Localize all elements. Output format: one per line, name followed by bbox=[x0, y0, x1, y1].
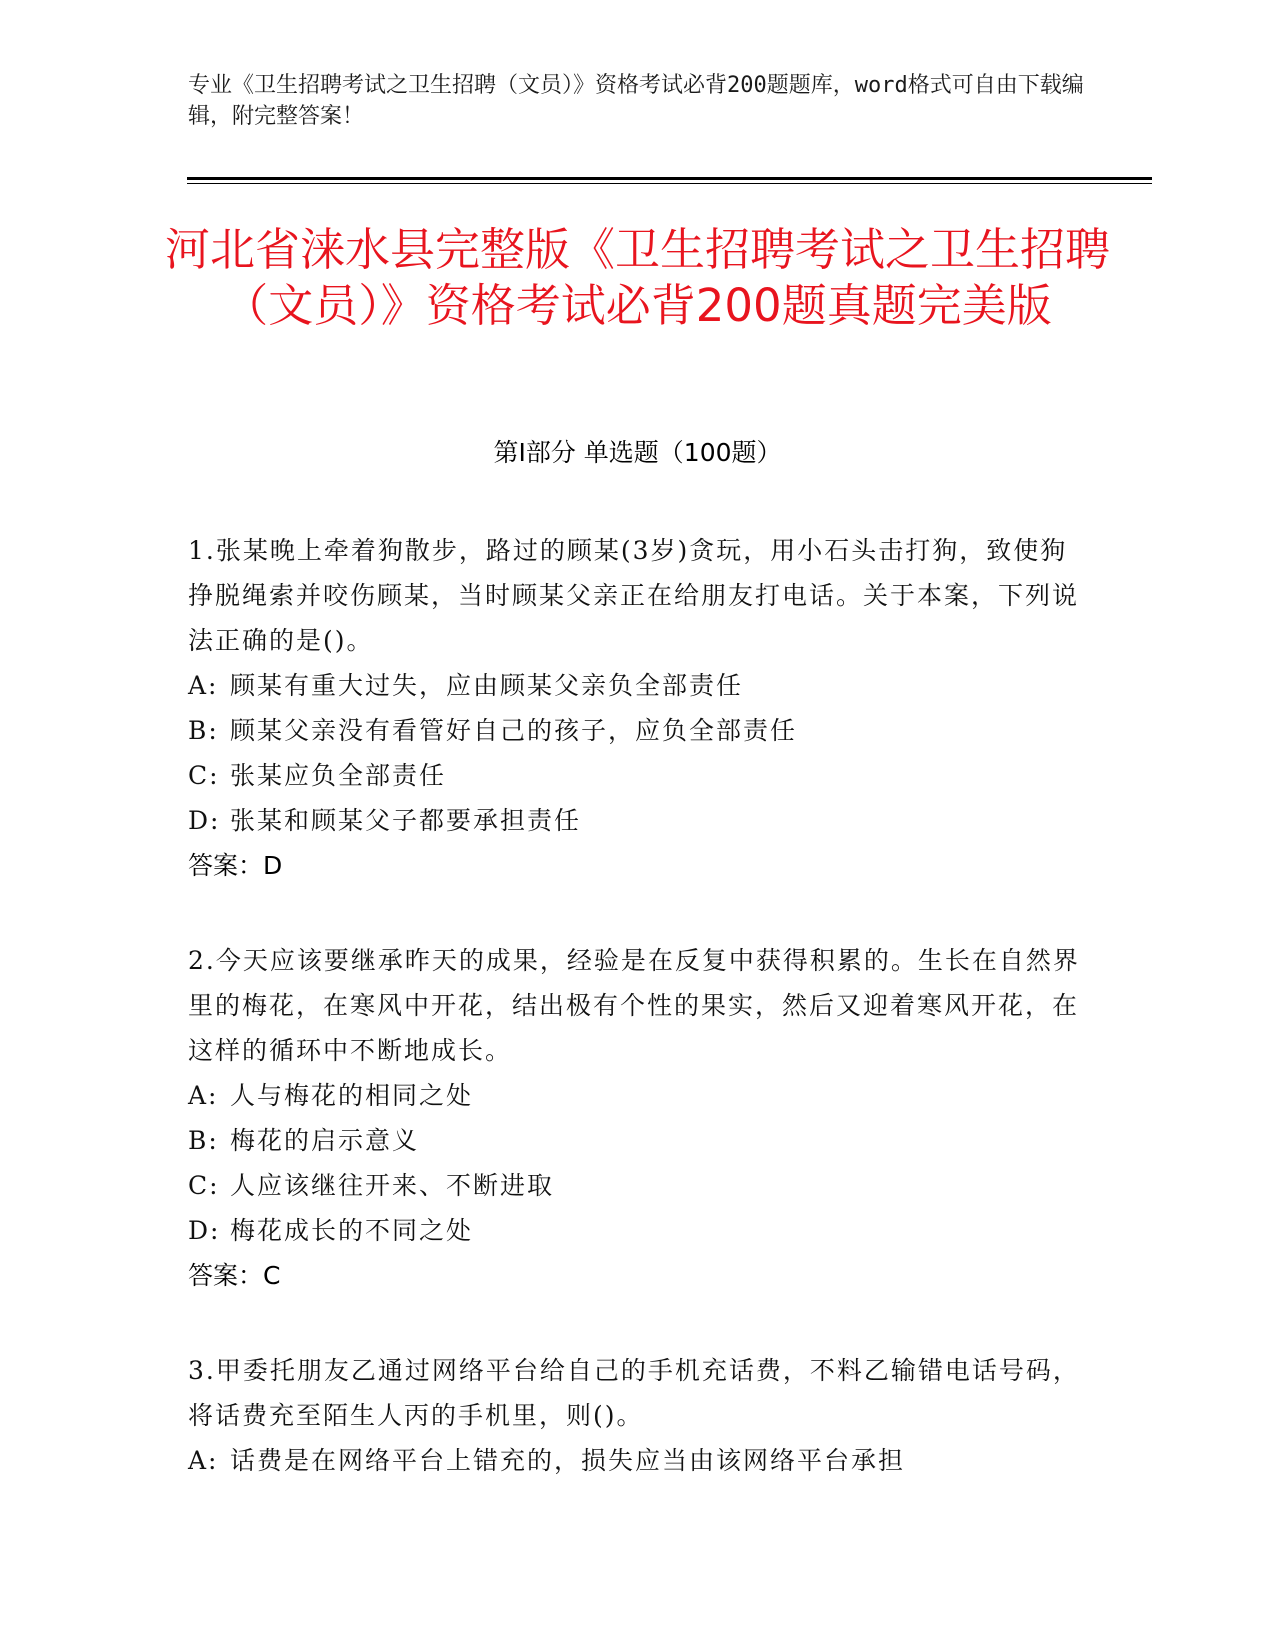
question-1 bbox=[188, 528, 1088, 888]
option-d bbox=[188, 798, 1088, 843]
option-text: 张某应负全部责任 bbox=[230, 761, 447, 790]
question-text: 3.甲委托朋友乙通过网络平台给自己的手机充话费，不料乙输错电话号码，将话费充至陌生人丙的手机里，则()。 bbox=[188, 1356, 1080, 1430]
option-text: 梅花的启示意义 bbox=[230, 1126, 420, 1155]
option-text: 人应该继往开来、不断进取 bbox=[230, 1171, 555, 1200]
option-c bbox=[188, 1163, 1088, 1208]
option-text: 话费是在网络平台上错充的，损失应当由该网络平台承担 bbox=[230, 1446, 906, 1475]
option-text: 顾某有重大过失，应由顾某父亲负全部责任 bbox=[230, 671, 744, 700]
option-text: 顾某父亲没有看管好自己的孩子，应负全部责任 bbox=[230, 716, 798, 745]
question-list bbox=[188, 528, 1088, 1533]
header-note: 专业《卫生招聘考试之卫生招聘（文员）》资格考试必背200题题库，word格式可自由下载编辑，附完整答案！ bbox=[188, 73, 1084, 129]
option-a bbox=[188, 1073, 1088, 1118]
question-text: 2.今天应该要继承昨天的成果，经验是在反复中获得积累的。生长在自然界里的梅花，在寒风中开花，结出极有个性的果实，然后又迎着寒风开花，在这样的循环中不断地成长。 bbox=[188, 946, 1080, 1065]
document-title: 河北省涞水县完整版《卫生招聘考试之卫生招聘（文员）》资格考试必背200题真题完美版 bbox=[164, 223, 1110, 332]
answer: 答案：C bbox=[188, 1261, 281, 1290]
option-letter: A: bbox=[188, 1081, 219, 1110]
answer: 答案：D bbox=[188, 851, 283, 880]
option-letter: B: bbox=[188, 716, 219, 745]
option-b bbox=[188, 708, 1088, 753]
option-a bbox=[188, 663, 1088, 708]
option-a bbox=[188, 1438, 1088, 1483]
section-heading: 第Ⅰ部分 单选题（100题） bbox=[493, 438, 782, 467]
question-3 bbox=[188, 1348, 1088, 1483]
header-rule-thin bbox=[187, 183, 1152, 184]
header-rule-thick bbox=[187, 177, 1152, 180]
option-d bbox=[188, 1208, 1088, 1253]
option-text: 张某和顾某父子都要承担责任 bbox=[230, 806, 582, 835]
option-letter: C: bbox=[188, 761, 220, 790]
option-letter: C: bbox=[188, 1171, 220, 1200]
option-text: 人与梅花的相同之处 bbox=[230, 1081, 474, 1110]
option-letter: B: bbox=[188, 1126, 219, 1155]
option-letter: D: bbox=[188, 1216, 221, 1245]
option-c bbox=[188, 753, 1088, 798]
option-letter: D: bbox=[188, 806, 221, 835]
option-letter: A: bbox=[188, 671, 219, 700]
option-text: 梅花成长的不同之处 bbox=[230, 1216, 474, 1245]
option-letter: A: bbox=[188, 1446, 219, 1475]
question-2 bbox=[188, 938, 1088, 1298]
question-text: 1.张某晚上牵着狗散步，路过的顾某(3岁)贪玩，用小石头击打狗，致使狗挣脱绳索并咬伤顾某，当时顾某父亲正在给朋友打电话。关于本案，下列说法正确的是()。 bbox=[188, 536, 1080, 655]
option-b bbox=[188, 1118, 1088, 1163]
